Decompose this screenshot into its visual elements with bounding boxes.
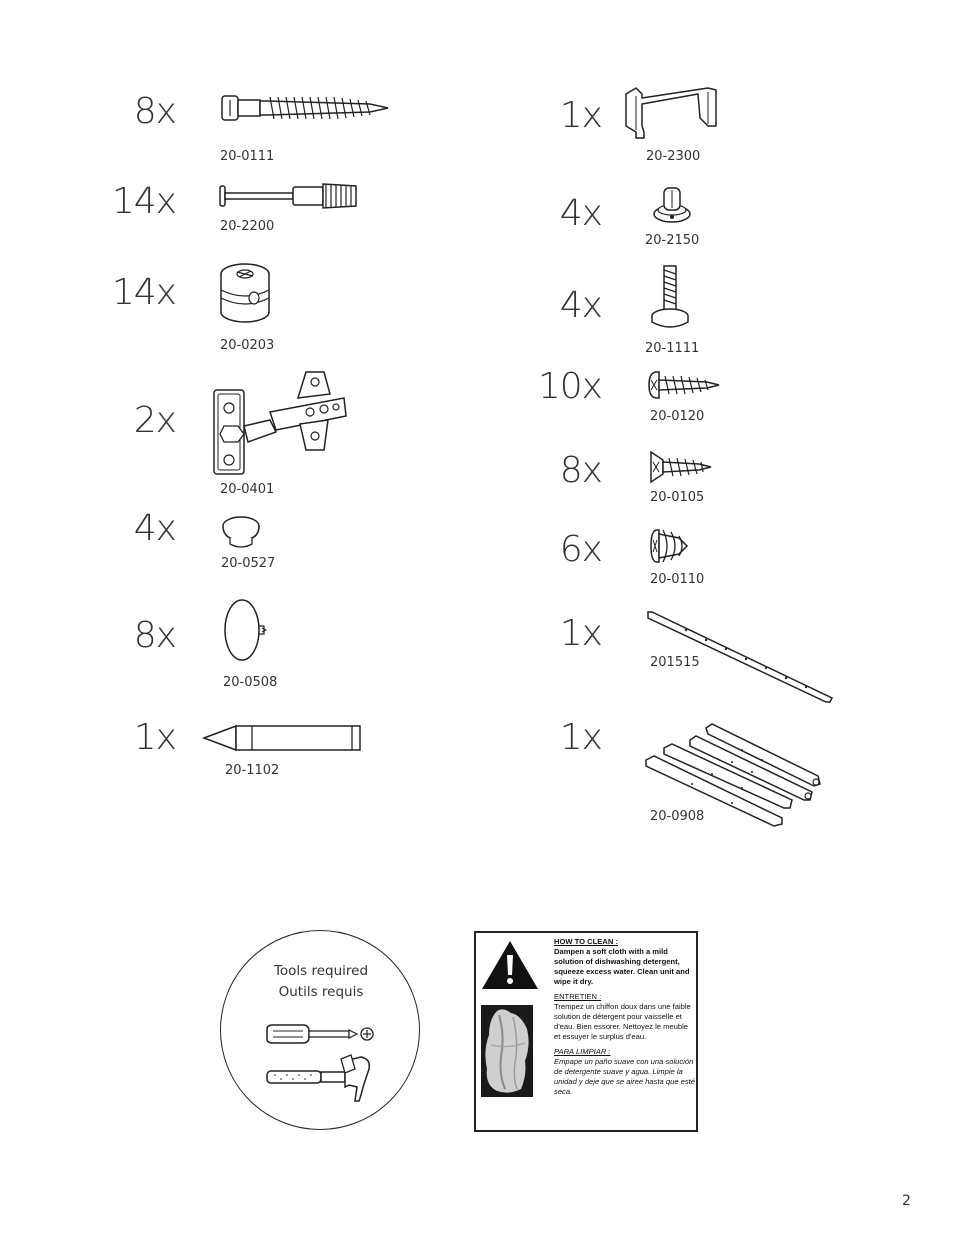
clean-body-es: Empape un paño suave con una solución de detergente suave y agua. Limpie la unidad y deje que se airee hasta que esté seca. — [554, 1057, 696, 1096]
part-quantity: 6x — [559, 529, 602, 570]
part-code: 20-0527 — [221, 556, 276, 571]
bumper-icon — [220, 514, 262, 550]
wall-anchor-icon — [649, 526, 691, 566]
touch-up-crayon-icon — [202, 724, 364, 754]
part-quantity: 1x — [559, 717, 602, 758]
leveler-foot-icon — [648, 264, 692, 334]
part-code: 20-0203 — [220, 338, 275, 353]
part-quantity: 1x — [559, 613, 602, 654]
part-code: 20-1111 — [645, 341, 700, 356]
part-code: 20-0110 — [650, 572, 705, 587]
cloth-icon — [481, 1005, 533, 1097]
clean-heading-fr: ENTRETIEN : — [554, 992, 602, 1001]
hinge-icon — [210, 368, 352, 478]
clean-body-fr: Trempez un chiffon doux dans une faible solution de détergent pour vaisselle et d'eau. Bien essorer. Nettoyez le meuble et essuyer le surplus d'eau. — [554, 1002, 691, 1041]
part-quantity: 8x — [133, 615, 176, 656]
pan-head-screw-icon — [647, 370, 721, 400]
part-code: 20-2200 — [220, 219, 275, 234]
allen-key-icon — [622, 86, 718, 142]
dowel-screw-icon — [218, 180, 360, 212]
part-quantity: 8x — [559, 450, 602, 491]
cam-bolt-icon — [220, 92, 392, 124]
cleaning-text — [554, 937, 696, 1102]
part-quantity: 1x — [133, 717, 176, 758]
part-quantity: 10x — [537, 366, 602, 407]
flat-head-screw-icon — [649, 450, 713, 484]
part-quantity: 4x — [133, 508, 176, 549]
clean-heading-es: PARA LIMPIAR : — [554, 1047, 611, 1056]
part-quantity: 4x — [559, 285, 602, 326]
part-code: 20-0508 — [223, 675, 278, 690]
page-number: 2 — [902, 1193, 911, 1209]
part-code: 20-0908 — [650, 809, 705, 824]
part-code: 20-0401 — [220, 482, 275, 497]
cleaning-instructions-panel — [474, 931, 698, 1132]
screwdriver-icon — [265, 1023, 377, 1050]
clean-body-en: Dampen a soft cloth with a mild solution of dishwashing detergent, squeeze excess water. Clean unit and wipe it dry. — [554, 947, 690, 986]
part-quantity: 1x — [559, 95, 602, 136]
part-quantity: 14x — [111, 272, 176, 313]
shelf-support-icon — [650, 184, 694, 226]
part-code: 201515 — [650, 655, 700, 670]
part-quantity: 14x — [111, 181, 176, 222]
part-quantity: 4x — [559, 193, 602, 234]
tools-title-en: Tools required — [273, 963, 369, 979]
part-code: 20-2300 — [646, 149, 701, 164]
warning-icon — [480, 939, 540, 998]
tools-title-fr: Outils requis — [278, 984, 364, 1000]
cam-lock-icon — [218, 262, 272, 324]
part-code: 20-0111 — [220, 149, 275, 164]
tools-required-panel — [220, 930, 420, 1130]
part-quantity: 8x — [133, 91, 176, 132]
part-code: 20-2150 — [645, 233, 700, 248]
part-code: 20-0120 — [650, 409, 705, 424]
hammer-icon — [265, 1051, 375, 1108]
part-quantity: 2x — [133, 400, 176, 441]
cover-cap-icon — [222, 598, 272, 662]
part-code: 20-0105 — [650, 490, 705, 505]
part-code: 20-1102 — [225, 763, 280, 778]
clean-heading-en: HOW TO CLEAN : — [554, 937, 618, 946]
